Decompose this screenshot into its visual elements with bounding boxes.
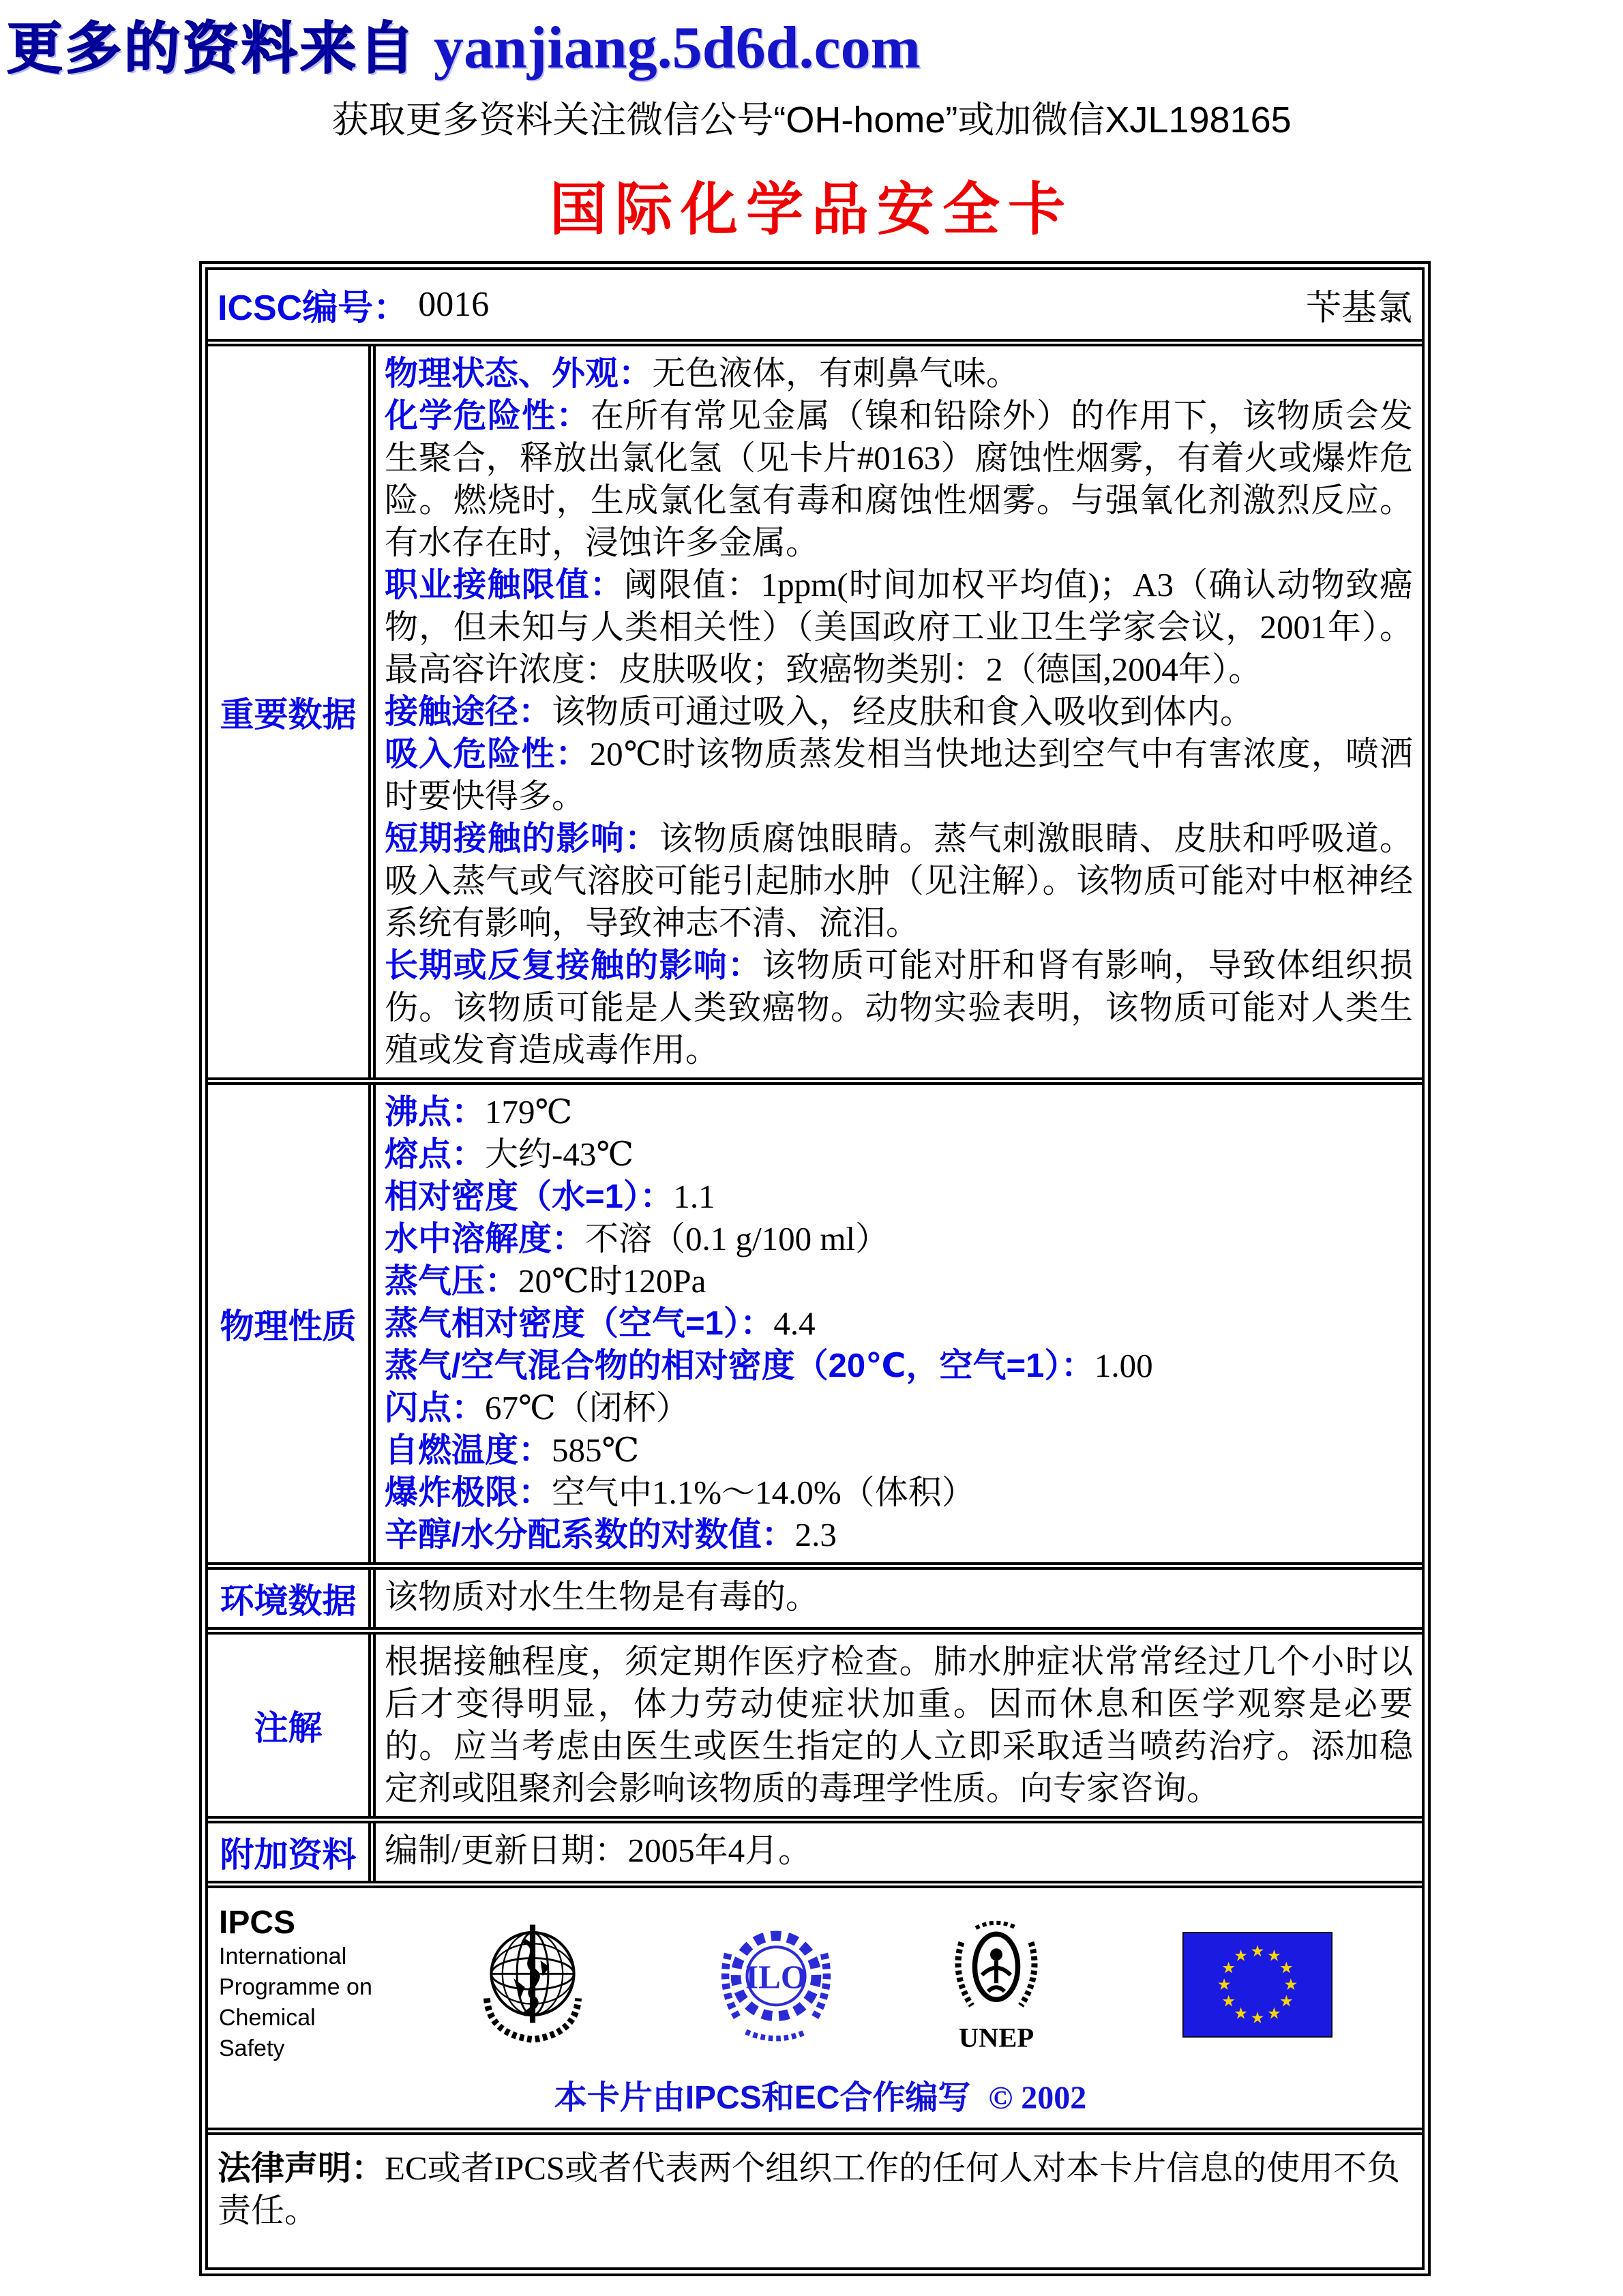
field-label: 吸入危险性： [385,736,590,773]
section-label-important: 重要数据 [208,346,376,1077]
section-label-environment: 环境数据 [208,1570,376,1627]
field-label: 爆炸极限： [385,1474,552,1511]
field-label: 物理状态、外观： [385,355,653,392]
important-item [385,395,1413,564]
important-item [385,944,1413,1071]
chemical-name: 苄基氯 [1305,289,1412,328]
field-text: 1.00 [1094,1347,1153,1384]
notes-text: 根据接触程度，须定期作医疗检查。肺水肿症状常常经过几个小时以后才变得明显，体力劳动使症状加重。因而休息和医学观察是必要的。应当考虑由医生或医生指定的人立即采取适当喷药治疗。添加稳定剂或阻聚剂会影响该物质的毒理学性质。向专家咨询。 [385,1643,1413,1807]
field-text: 67℃（闭杯） [485,1389,689,1427]
physical-item [385,1429,1413,1472]
icsc-number-group [218,279,489,330]
physical-item [385,1091,1413,1133]
ipcs-line: Programme on [219,1974,372,2000]
field-label: 短期接触的影响： [385,820,659,857]
ilo-logo-icon [715,1920,837,2049]
field-label: 蒸气压： [385,1263,519,1300]
field-text: 该物质可通过吸入，经皮肤和食入吸收到体内。 [552,693,1254,730]
ilo-logo-letters: ILO [745,1958,807,1996]
ipcs-acronym: IPCS [219,1905,296,1941]
banner-subline: 获取更多资料关注微信公号“OH-home”或加微信XJL198165 [331,100,1292,140]
notes-content [376,1635,1422,1816]
field-text: 无色液体，有刺鼻气味。 [652,355,1020,392]
field-text: 阈限值：1ppm(时间加权平均值)；A3（确认动物致癌物，但未知与人类相关性）（美国政府工业卫生学家会议，2001年）。最高容许浓度：皮肤吸收；致癌物类别：2（德国,2004年）。 [385,566,1413,688]
field-label: 化学危险性： [385,398,591,434]
organizations-row [208,1888,1422,2135]
cooperation-caption-text: 本卡片由IPCS和EC合作编写 [554,2080,971,2116]
section-label-notes: 注解 [208,1635,376,1816]
important-data-row [208,346,1422,1085]
field-text: 179℃ [485,1093,573,1131]
physical-item [385,1472,1413,1514]
organizations-logos [219,1905,1422,2064]
field-label: 辛醇/水分配系数的对数值： [385,1517,795,1553]
physical-item [385,1387,1413,1429]
physical-item [385,1260,1413,1302]
additional-text: 编制/更新日期：2005年4月。 [385,1832,812,1869]
important-item [385,818,1413,944]
ipcs-text-block [219,1905,383,2064]
copyright-text: © 2002 [988,2080,1087,2116]
field-text: 不溶（0.1 g/100 ml） [585,1220,889,1257]
additional-info-row [208,1823,1422,1888]
physical-item [385,1218,1413,1260]
field-label: 熔点： [385,1136,486,1173]
field-text: 20℃时该物质蒸发相当快地达到空气中有害浓度，喷洒时要快得多。 [385,735,1413,815]
field-text: 2.3 [794,1516,837,1553]
field-label: 水中溶解度： [385,1221,586,1257]
important-item [385,353,1413,395]
physical-item [385,1345,1413,1387]
eu-flag-icon [1182,1932,1332,2038]
safety-card-table [199,261,1431,2276]
field-text: 空气中1.1%～14.0%（体积） [552,1474,975,1511]
icsc-header-row [208,270,1422,346]
field-text: 585℃ [552,1431,640,1469]
ipcs-line: Chemical Safety [219,2005,316,2061]
field-text: 该物质腐蚀眼睛。蒸气刺激眼睛、皮肤和呼吸道。吸入蒸气或气溶胶可能引起肺水肿（见注解）。该物质可能对中枢神经系统有影响，导致神志不清、流泪。 [385,820,1413,942]
field-label: 蒸气/空气混合物的相对密度（20℃，空气=1）： [385,1347,1095,1384]
additional-info-content [376,1823,1422,1881]
field-label: 自燃温度： [385,1432,552,1469]
important-item [385,691,1413,733]
environment-data-row [208,1570,1422,1635]
field-text: 20℃时120Pa [518,1262,706,1300]
physical-item [385,1514,1413,1556]
field-label: 相对密度（水=1）： [385,1178,674,1215]
field-text: 在所有常见金属（镍和铅除外）的作用下，该物质会发生聚合，释放出氯化氢（见卡片#0163）腐蚀性烟雾，有着火或爆炸危险。燃烧时，生成氯化氢有毒和腐蚀性烟雾。与强氧化剂激烈反应。有水存在时，浸蚀许多金属。 [385,397,1413,561]
banner-site-link[interactable]: yanjiang.5d6d.com [434,15,921,81]
ipcs-line: International [219,1943,347,1969]
environment-data-content [376,1570,1422,1627]
important-data-content [376,346,1422,1077]
banner-text-zh: 更多的资料来自 [7,18,418,80]
physical-item [385,1176,1413,1218]
legal-notice-text: EC或者IPCS或者代表两个组织工作的任何人对本卡片信息的使用不负责任。 [218,2149,1401,2229]
field-label: 长期或反复接触的影响： [385,947,762,984]
notes-row [208,1635,1422,1823]
cooperation-caption [219,2071,1422,2118]
legal-notice-label: 法律声明： [218,2150,385,2187]
field-label: 职业接触限值： [385,567,625,603]
field-label: 沸点： [385,1094,486,1131]
physical-item [385,1302,1413,1345]
important-item [385,733,1413,818]
unep-logo-letters: UNEP [958,2021,1034,2053]
unep-logo-icon [945,1915,1047,2055]
section-label-physical: 物理性质 [208,1085,376,1562]
field-label: 蒸气相对密度（空气=1）： [385,1305,774,1342]
environment-text: 该物质对水生生物是有毒的。 [385,1578,820,1615]
who-logo-icon [471,1920,594,2049]
section-label-additional: 附加资料 [208,1823,376,1881]
icsc-number-label: ICSC编号： [218,288,409,328]
banner [0,0,1623,84]
legal-notice-row [208,2135,1422,2267]
field-text: 4.4 [773,1304,816,1342]
physical-properties-row [208,1085,1422,1570]
physical-item [385,1133,1413,1176]
physical-properties-content [376,1085,1422,1562]
icsc-number-value: 0016 [418,285,490,324]
field-text: 1.1 [673,1178,715,1215]
field-label: 接触途径： [385,694,552,730]
field-text: 该物质可能对肝和肾有影响，导致体组织损伤。该物质可能是人类致癌物。动物实验表明，该物质可能对人类生殖或发育造成毒作用。 [385,946,1413,1069]
field-text: 大约-43℃ [485,1135,634,1173]
page-title: 国际化学品安全卡 [549,177,1073,241]
field-label: 闪点： [385,1390,486,1427]
important-item [385,564,1413,691]
